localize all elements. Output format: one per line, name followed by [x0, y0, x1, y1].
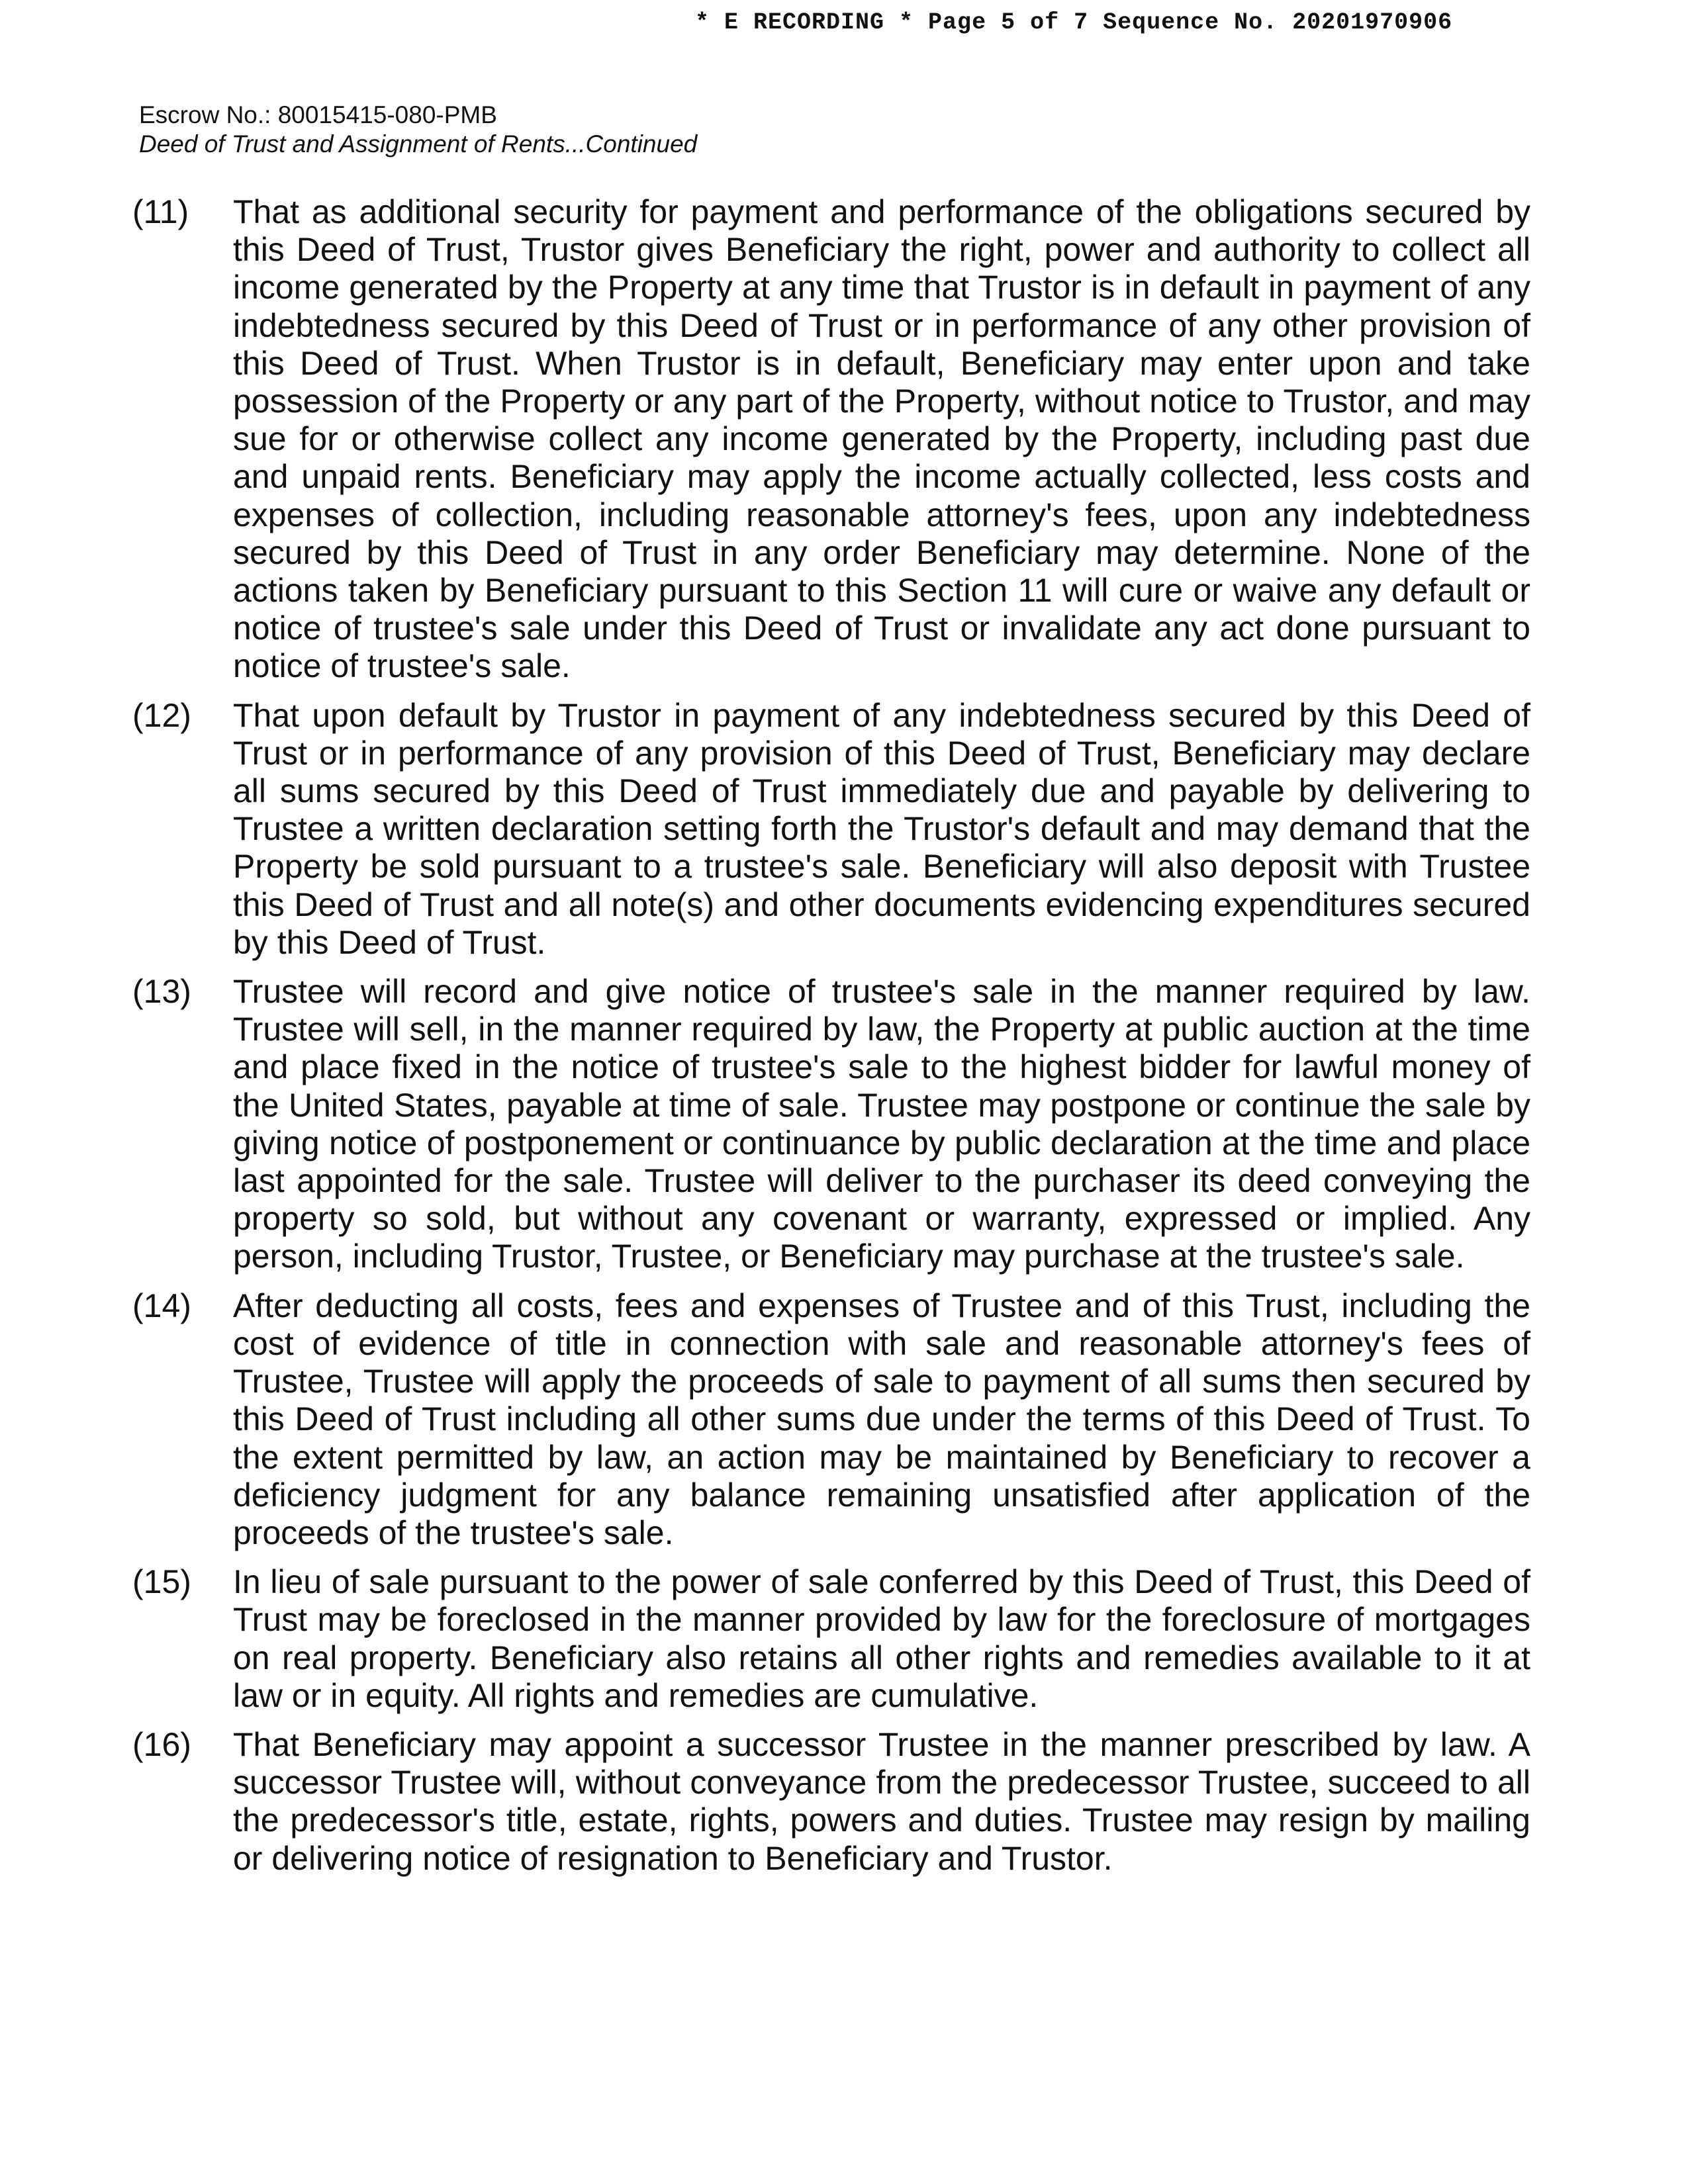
deed-sections: [132, 193, 1530, 1889]
section-15: [132, 1563, 1530, 1715]
section-16: [132, 1726, 1530, 1878]
document-header: [139, 101, 697, 159]
section-number: (12): [132, 696, 191, 734]
section-14: [132, 1287, 1530, 1552]
section-text: In lieu of sale pursuant to the power of sale conferred by this Deed of Trust, this Deed of Trust may be foreclosed in the manner provided by law for the foreclosure of mortgages on real property. Beneficiary also retains all other rights and remedies available to it at law or in equity. All rights and remedies are cumulative.: [233, 1563, 1530, 1714]
section-text: After deducting all costs, fees and expenses of Trustee and of this Trust, including the cost of evidence of title in connection with sale and reasonable attorney's fees of Trustee, Trustee will apply the proceeds of sale to payment of all sums then secured by this Deed of Trust including all other sums due under the terms of this Deed of Trust. To the extent permitted by law, an action may be maintained by Beneficiary to recover a deficiency judgment for any balance remaining unsatisfied after application of the proceeds of the trustee's sale.: [233, 1287, 1530, 1551]
section-11: [132, 193, 1530, 686]
section-number: (11): [132, 193, 189, 230]
document-title-continued: Deed of Trust and Assignment of Rents...Continued: [139, 130, 698, 158]
section-13: [132, 973, 1530, 1276]
section-text: Trustee will record and give notice of trustee's sale in the manner required by law. Trustee will sell, in the manner required by law, the Property at public auction at the time and place fixed in the notice of trustee's sale to the highest bidder for lawful money of the United States, payable at time of sale. Trustee may postpone or continue the sale by giving notice of postponement or continuance by public declaration at the time and place last appointed for the sale. Trustee will deliver to the purchaser its deed conveying the property so sold, but without any covenant or warranty, expressed or implied. Any person, including Trustor, Trustee, or Beneficiary may purchase at the trustee's sale.: [233, 973, 1530, 1275]
section-text: That upon default by Trustor in payment of any indebtedness secured by this Deed of Trust or in performance of any provision of this Deed of Trust, Beneficiary may declare all sums secured by this Deed of Trust immediately due and payable by delivering to Trustee a written declaration setting forth the Trustor's default and may demand that the Property be sold pursuant to a trustee's sale. Beneficiary will also deposit with Trustee this Deed of Trust and all note(s) and other documents evidencing expenditures secured by this Deed of Trust.: [233, 696, 1530, 961]
recording-stamp: * E RECORDING * Page 5 of 7 Sequence No. 20201970906: [695, 9, 1453, 36]
section-number: (13): [132, 973, 191, 1011]
section-number: (15): [132, 1563, 191, 1601]
escrow-number: Escrow No.: 80015415-080-PMB: [139, 101, 497, 128]
section-number: (16): [132, 1725, 191, 1763]
section-12: [132, 697, 1530, 962]
section-number: (14): [132, 1287, 191, 1324]
section-text: That Beneficiary may appoint a successor Trustee in the manner prescribed by law. A successor Trustee will, without conveyance from the predecessor Trustee, succeed to all the predecessor's title, estate, rights, powers and duties. Trustee may resign by mailing or delivering notice of resignation to Beneficiary and Trustor.: [233, 1725, 1530, 1877]
section-text: That as additional security for payment and performance of the obligations secured by this Deed of Trust, Trustor gives Beneficiary the right, power and authority to collect all income generated by the Property at any time that Trustor is in default in payment of any indebtedness secured by this Deed of Trust or in performance of any other provision of this Deed of Trust. When Trustor is in default, Beneficiary may enter upon and take possession of the Property or any part of the Property, without notice to Trustor, and may sue for or otherwise collect any income generated by the Property, including past due and unpaid rents. Beneficiary may apply the income actually collected, less costs and expenses of collection, including reasonable attorney's fees, upon any indebtedness secured by this Deed of Trust in any order Beneficiary may determine. None of the actions taken by Beneficiary pursuant to this Section 11 will cure or waive any default or notice of trustee's sale under this Deed of Trust or invalidate any act done pursuant to notice of trustee's sale.: [233, 193, 1530, 685]
